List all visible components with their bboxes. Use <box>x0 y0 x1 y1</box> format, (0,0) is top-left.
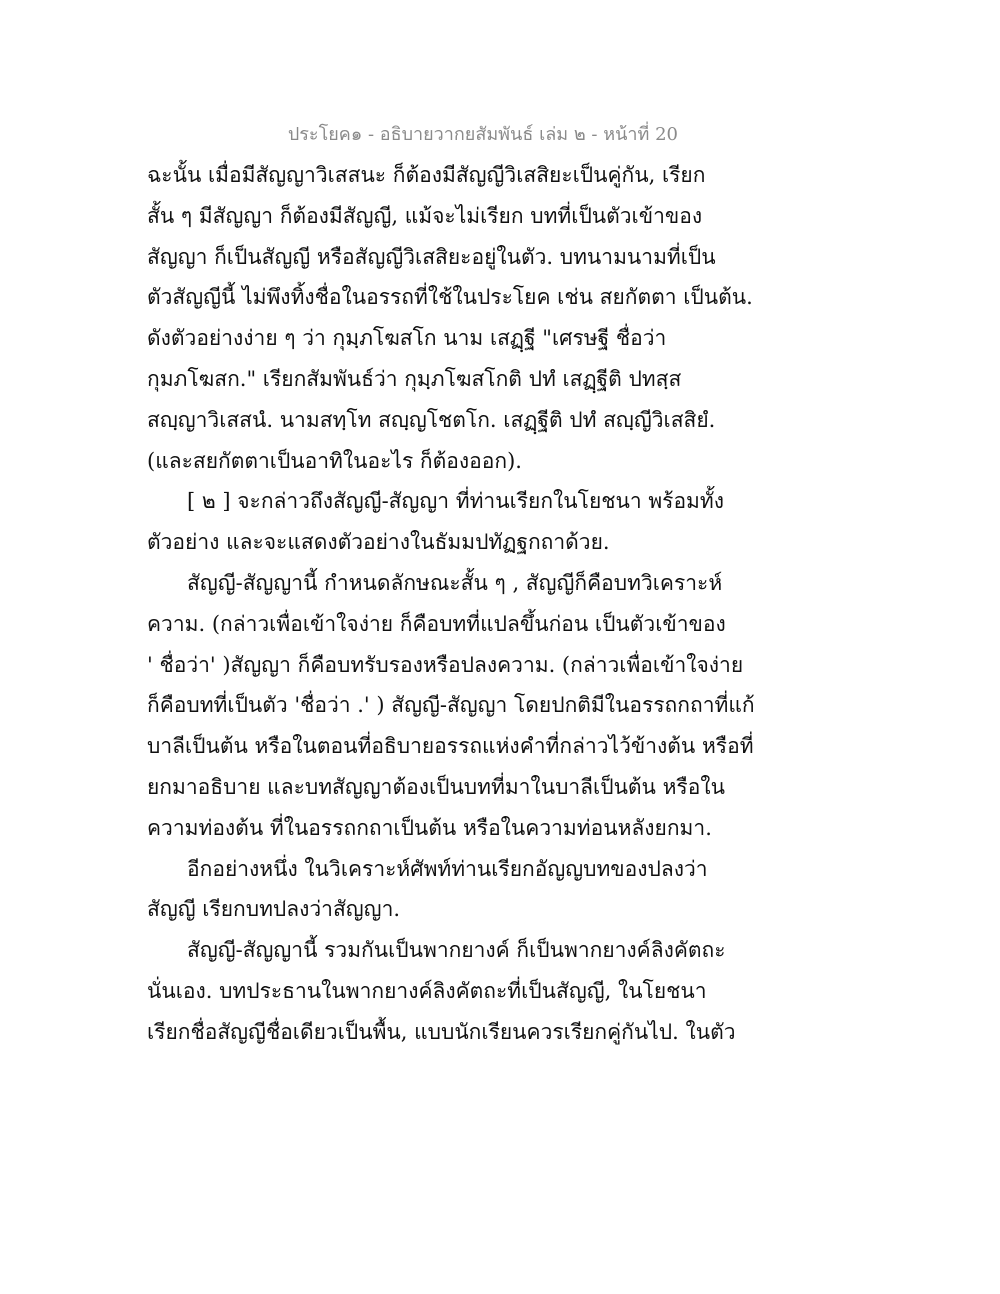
text-line: ฉะนั้น เมื่อมีสัญญาวิเสสนะ ก็ต้องมีสัญญีวิเสสิยะเป็นคู่กัน, เรียก <box>147 163 706 187</box>
text-line: กุมภโฆสก." เรียกสัมพันธ์ว่า กุมฺภโฆสโกติ ปทํ เสฏฺฐีติ ปทสฺส <box>147 366 682 391</box>
paragraph-start-line: สัญญี-สัญญานี้ รวมกันเป็นพากยางค์ ก็เป็นพากยางค์ลิงคัตถะ <box>187 938 726 963</box>
text-line: ตัวอย่าง และจะแสดงตัวอย่างในธัมมปทัฏฐกถาด้วย. <box>147 530 610 555</box>
text-line: เรียกชื่อสัญญีชื่อเดียวเป็นพื้น, แบบนักเรียนควรเรียกคู่กันไป. ในตัว <box>147 1019 736 1044</box>
text-line: นั่นเอง. บทประธานในพากยางค์ลิงคัตถะที่เป็นสัญญี, ในโยชนา <box>147 978 707 1003</box>
paragraph-start-line: สัญญี-สัญญานี้ กำหนดลักษณะสั้น ๆ , สัญญีก็คือบทวิเคราะห์ <box>187 570 723 595</box>
text-line: ก็คือบทที่เป็นตัว 'ชื่อว่า .' ) สัญญี-สัญญา โดยปกติมีในอรรถกถาที่แก้ <box>147 693 755 718</box>
text-line: สัญญา ก็เป็นสัญญี หรือสัญญีวิเสสิยะอยู่ในตัว. บทนามนามที่เป็น <box>147 244 716 269</box>
body-text <box>147 155 755 1053</box>
running-header: ประโยค๑ - อธิบายวากยสัมพันธ์ เล่ม ๒ - หน้าที่ 20 <box>287 124 678 145</box>
text-line: สัญญี เรียกบทปลงว่าสัญญา. <box>147 897 401 922</box>
text-line: ความท่องต้น ที่ในอรรถกถาเป็นต้น หรือในความท่อนหลังยกมา. <box>147 815 712 840</box>
text-line: ดังตัวอย่างง่าย ๆ ว่า กุมฺภโฆสโก นาม เสฏฺฐี "เศรษฐี ชื่อว่า <box>147 326 667 351</box>
text-line: ' ชื่อว่า' )สัญญา ก็คือบทรับรองหรือปลงความ. (กล่าวเพื่อเข้าใจง่าย <box>147 652 744 677</box>
text-line: บาลีเป็นต้น หรือในตอนที่อธิบายอรรถแห่งคำที่กล่าวไว้ข้างต้น หรือที่ <box>147 734 754 759</box>
paragraph-start-line: [ ๒ ] จะกล่าวถึงสัญญี-สัญญา ที่ท่านเรียกในโยชนา พร้อมทั้ง <box>187 489 724 514</box>
text-line: ยกมาอธิบาย และบทสัญญาต้องเป็นบทที่มาในบาลีเป็นต้น หรือใน <box>147 774 725 799</box>
text-line: สญฺญาวิเสสนํ. นามสทฺโท สญฺญโชตโก. เสฏฺฐีติ ปทํ สญฺญีวิเสสิยํ. <box>147 407 716 432</box>
text-line: สั้น ๆ มีสัญญา ก็ต้องมีสัญญี, แม้จะไม่เรียก บทที่เป็นตัวเข้าของ <box>147 203 703 228</box>
text-line: (และสยกัตตาเป็นอาทิในอะไร ก็ต้องออก). <box>147 448 522 473</box>
text-line: ตัวสัญญีนี้ ไม่พึงทิ้งชื่อในอรรถที่ใช้ในประโยค เช่น สยกัตตา เป็นต้น. <box>147 285 753 310</box>
text-line: ความ. (กล่าวเพื่อเข้าใจง่าย ก็คือบทที่แปลขึ้นก่อน เป็นตัวเข้าของ <box>147 611 726 636</box>
paragraph-start-line: อีกอย่างหนึ่ง ในวิเคราะห์ศัพท์ท่านเรียกอัญญบทของปลงว่า <box>187 856 708 881</box>
